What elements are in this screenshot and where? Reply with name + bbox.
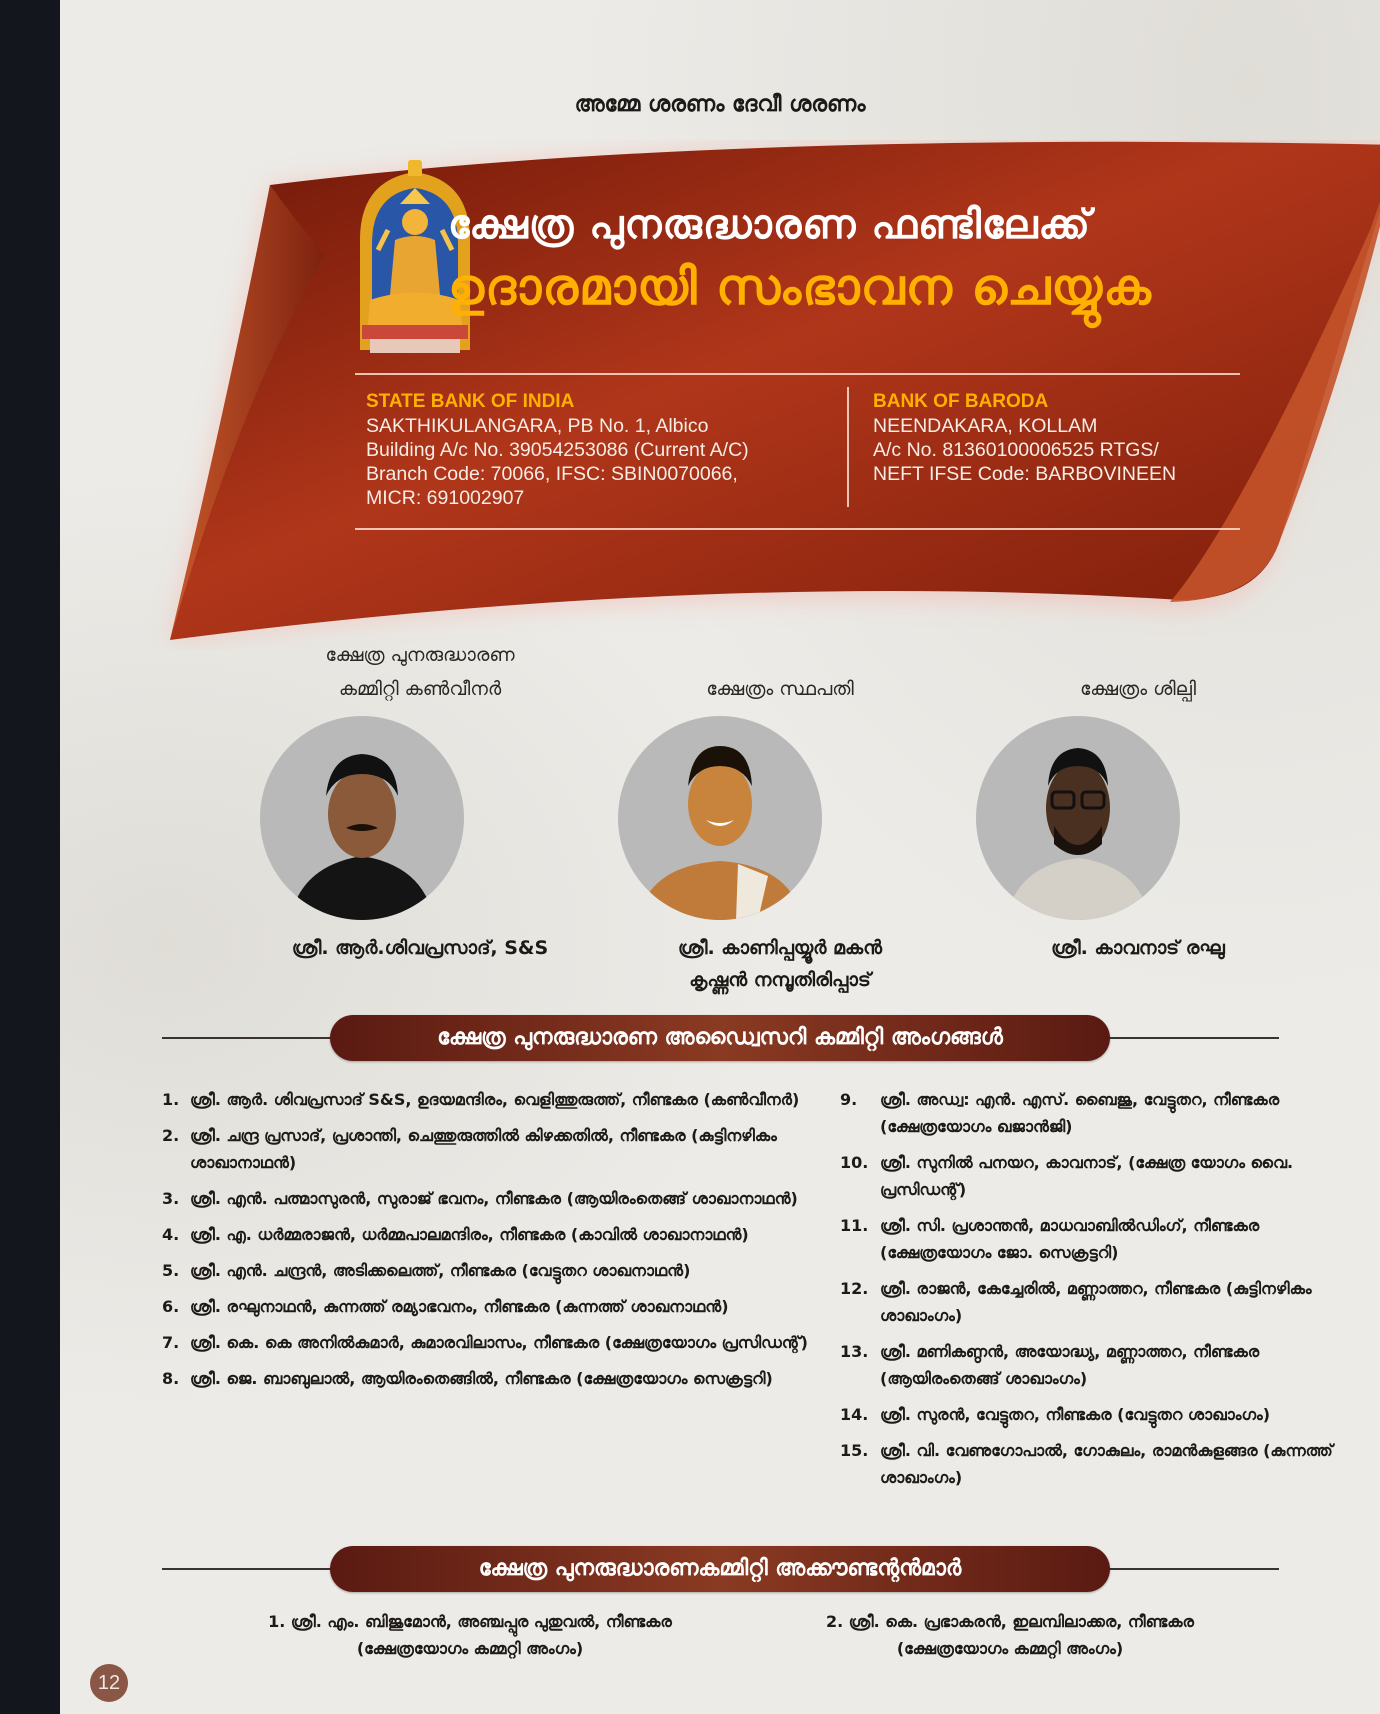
accountant-line: 1. ശ്രീ. എം. ബിജുമോൻ, അഞ്ചപ്പുര പുതുവൽ, നീണ്ടകര: [268, 1612, 672, 1631]
invocation-heading: അമ്മേ ശരണം ദേവീ ശരണം: [574, 92, 866, 117]
official-role-convener: [220, 638, 620, 706]
list-item: 2. ശ്രീ. ചന്ദ്ര പ്രസാദ്, പ്രശാന്തി, ചെത്തുരുത്തിൽ കിഴക്കതിൽ, നീണ്ടകര (കുട്ടിനഴികം ശാഖാനാഥൻ): [162, 1126, 777, 1172]
accountant-line: (ക്ഷേത്രയോഗം കമ്മറ്റി അംഗം): [356, 1639, 584, 1658]
banner-divider-top: [355, 373, 1240, 375]
bank-detail-line: NEFT IFSE Code: BARBOVINEEN: [873, 463, 1177, 485]
accountant-line: (ക്ഷേത്രയോഗം കമ്മറ്റി അംഗം): [896, 1639, 1124, 1658]
bank-detail-line: MICR: 691002907: [366, 487, 525, 509]
official-name-sthapathi: [580, 932, 980, 996]
bank-detail-line: Building A/c No. 39054253086 (Current A/C): [366, 439, 749, 461]
role-line: ക്ഷേത്ര പുനരുദ്ധാരണ: [325, 644, 515, 666]
role-line: കമ്മിറ്റി കൺവീനർ: [338, 678, 502, 700]
bank-name: STATE BANK OF INDIA: [366, 391, 575, 412]
list-item: 7. ശ്രീ. കെ. കെ അനിൽകുമാർ, കുമാരവിലാസം, നീണ്ടകര (ക്ഷേത്രയോഗം പ്രസിഡന്റ്): [162, 1333, 808, 1352]
official-role-shilpi: [938, 672, 1338, 706]
name-line: ശ്രീ. കാവനാട് രഘു: [1051, 937, 1225, 959]
accountant-2: [760, 1608, 1260, 1662]
list-item: 3. ശ്രീ. എൻ. പത്മാസുരൻ, സുരാജ് ഭവനം, നീണ്ടകര (ആയിരംതെങ്ങ് ശാഖാനാഥൻ): [162, 1189, 798, 1208]
list-item: 5. ശ്രീ. എൻ. ചന്ദ്രൻ, അടിക്കലെത്ത്, നീണ്ടകര (വേട്ടുതറ ശാഖനാഥൻ): [162, 1261, 691, 1280]
list-item: 12. ശ്രീ. രാജൻ, കേച്ചേരിൽ, മണ്ണാത്തറ, നീണ്ടകര (കുട്ടിനഴികം ശാഖാംഗം): [840, 1279, 1312, 1325]
bank-detail-line: A/c No. 81360100006525 RTGS/: [873, 439, 1159, 461]
bank-detail-line: Branch Code: 70066, IFSC: SBIN0070066,: [366, 463, 738, 485]
list-item: 10. ശ്രീ. സുനിൽ പനയറ, കാവനാട്, (ക്ഷേത്ര യോഗം വൈ. പ്രസിഡന്റ്): [840, 1153, 1294, 1199]
bank-name: BANK OF BARODA: [873, 391, 1049, 412]
name-line: ശ്രീ. ആർ.ശിവപ്രസാദ്, S&S: [291, 937, 549, 959]
banner-divider-bottom: [355, 528, 1240, 530]
accountant-1: [190, 1608, 750, 1662]
page-number-badge: 12: [90, 1664, 128, 1702]
bank-detail-line: NEENDAKARA, KOLLAM: [873, 415, 1098, 437]
brochure-page: [60, 0, 1380, 1714]
name-line: കൃഷ്ണൻ നമ്പൂതിരിപ്പാട്: [689, 969, 871, 991]
list-item: 9. ശ്രീ. അഡ്വ: എൻ. എസ്. ബൈജു, വേട്ടുതറ, നീണ്ടകര (ക്ഷേത്രയോഗം ഖജാൻജി): [840, 1090, 1280, 1136]
list-item: 13. ശ്രീ. മണികണ്ഠൻ, അയോദ്ധ്യ, മണ്ണാത്തറ, നീണ്ടകര (ആയിരംതെങ്ങ് ശാഖാംഗം): [840, 1342, 1260, 1388]
list-item: 4. ശ്രീ. എ. ധർമ്മരാജൻ, ധർമ്മപാലമന്ദിരം, നീണ്ടകര (കാവിൽ ശാഖാനാഥൻ): [162, 1225, 749, 1244]
advisory-members-left: [162, 1086, 882, 1401]
role-line: ക്ഷേത്രം ശില്പി: [1080, 678, 1196, 700]
role-line: ക്ഷേത്രം സ്ഥപതി: [706, 678, 854, 700]
name-line: ശ്രീ. കാണിപ്പയ്യൂർ മകൻ: [677, 937, 883, 959]
official-name-shilpi: [938, 932, 1338, 964]
list-item: 8. ശ്രീ. ജെ. ബാബുലാൽ, ആയിരംതെങ്ങിൽ, നീണ്ടകര (ക്ഷേത്രയോഗം സെക്രട്ടറി): [162, 1369, 773, 1388]
bank-details-bob: [873, 390, 1176, 486]
list-item: 6. ശ്രീ. രഘുനാഥൻ, കുന്നത്ത് രമ്യാഭവനം, നീണ്ടകര (കുന്നത്ത് ശാഖനാഥൻ): [162, 1297, 729, 1316]
official-photo-shilpi: [976, 716, 1180, 920]
banner-title-line1: ക്ഷേത്ര പുനരുദ്ധാരണ ഫണ്ടിലേക്ക്: [448, 202, 1091, 248]
advisory-members-right: [840, 1086, 1360, 1500]
list-item: 1. ശ്രീ. ആർ. ശിവപ്രസാദ് S&S, ഉദയമന്ദിരം, വെളിത്തുരുത്ത്, നീണ്ടകര (കൺവീനർ): [162, 1090, 800, 1109]
official-photo-convener: [260, 716, 464, 920]
accountants-heading: ക്ഷേത്ര പുനരുദ്ധാരണകമ്മിറ്റി അക്കൗണ്ടന്റൻമാർ: [330, 1546, 1110, 1592]
bank-column-divider: [847, 387, 849, 507]
official-name-convener: [220, 932, 620, 964]
official-role-sthapathi: [580, 672, 980, 706]
official-photo-sthapathi: [618, 716, 822, 920]
list-item: 15. ശ്രീ. വി. വേണുഗോപാൽ, ഗോകുലം, രാമൻകുളങ്ങര (കുന്നത്ത് ശാഖാംഗം): [840, 1441, 1333, 1487]
list-item: 11. ശ്രീ. സി. പ്രശാന്തൻ, മാധവാബിൽഡിംഗ്, നീണ്ടകര (ക്ഷേത്രയോഗം ജോ. സെക്രട്ടറി): [840, 1216, 1260, 1262]
advisory-committee-heading: ക്ഷേത്ര പുനരുദ്ധാരണ അഡ്വൈസറി കമ്മിറ്റി അംഗങ്ങൾ: [330, 1015, 1110, 1061]
bank-details-sbi: [366, 390, 749, 510]
accountant-line: 2. ശ്രീ. കെ. പ്രഭാകരൻ, ഇലമ്പിലാക്കര, നീണ്ടകര: [826, 1612, 1194, 1631]
banner-title-line2: ഉദാരമായി സംഭാവന ചെയ്യുക: [448, 258, 1152, 316]
bank-detail-line: SAKTHIKULANGARA, PB No. 1, Albico: [366, 415, 709, 437]
list-item: 14. ശ്രീ. സുരൻ, വേട്ടുതറ, നീണ്ടകര (വേട്ടുതറ ശാഖാംഗം): [840, 1405, 1271, 1424]
